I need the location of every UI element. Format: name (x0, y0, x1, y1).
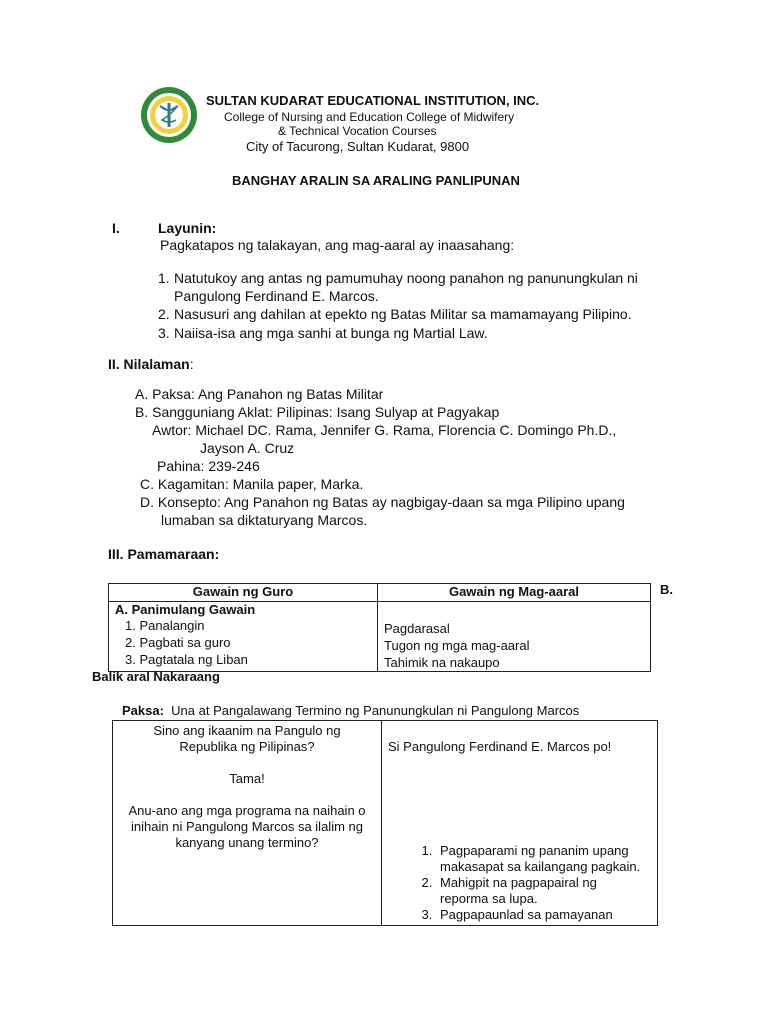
table-header-row (109, 584, 651, 602)
question-1: Sino ang ikaanim na Pangulo ng (153, 723, 341, 738)
step-3: 3. Pagtatala ng Liban (125, 652, 248, 667)
column-header-student: Gawain ng Mag-aaral (378, 584, 651, 602)
side-label-b: B. (660, 582, 673, 597)
content-awtor: Awtor: Michael DC. Rama, Jennifer G. Rama, Florencia C. Domingo Ph.D., (152, 422, 617, 438)
paksa-line (122, 703, 579, 718)
teacher-questions-cell (113, 721, 382, 926)
section-2-heading (108, 356, 194, 372)
feedback-text: Tama! (229, 771, 265, 786)
section-1-number: I. (112, 220, 120, 236)
paksa-label: Paksa: (122, 703, 164, 718)
question-2: Anu-ano ang mga programa na naihain o (128, 803, 366, 818)
objective-1-number: 1. (158, 270, 170, 286)
objective-3-number: 3. (158, 325, 170, 341)
list-item: 2. Mahigpit na pagpapairal ng reporma sa lupa. (436, 875, 651, 907)
content-konsepto: D. Konsepto: Ang Panahon ng Batas ay nagbigay-daan sa mga Pilipino upang (140, 494, 625, 510)
school-seal-logo (140, 86, 198, 144)
question-2-cont-2: kanyang unang termino? (175, 835, 319, 850)
teacher-activities-cell (109, 602, 378, 672)
content-paksa: A. Paksa: Ang Panahon ng Batas Militar (135, 386, 384, 402)
institution-name: SULTAN KUDARAT EDUCATIONAL INSTITUTION, INC. (206, 93, 540, 108)
content-sanggunian: B. Sangguniang Aklat: Pilipinas: Isang Sulyap at Pagyakap (135, 404, 500, 420)
objective-2: Nasusuri ang dahilan at epekto ng Batas Militar sa mamamayang Pilipino. (174, 306, 632, 322)
document-title: BANGHAY ARALIN SA ARALING PANLIPUNAN (232, 173, 520, 188)
response-2: Tugon ng mga mag-aaral (384, 638, 530, 653)
list-item: 1. Pagpaparami ng pananim upang makasapat sa kailangang pagkain. (436, 843, 651, 875)
balik-aral-label: Balik aral Nakaraang (92, 669, 220, 684)
student-answers-cell (382, 721, 658, 926)
table-row (109, 602, 651, 672)
response-3: Tahimik na nakaupo (384, 655, 500, 670)
college-line-2: & Technical Vocation Courses (278, 124, 437, 138)
section-1-title: Layunin: (158, 220, 217, 236)
objective-3: Naiisa-isa ang mga sanhi at bunga ng Martial Law. (174, 325, 488, 341)
content-awtor-cont: Jayson A. Cruz (200, 440, 295, 456)
answer-1: Si Pangulong Ferdinand E. Marcos po! (388, 739, 612, 754)
section-2-colon: : (189, 356, 194, 372)
section-2-title: II. Nilalaman (108, 356, 190, 372)
table-row (113, 721, 658, 926)
content-konsepto-cont: lumaban sa diktaturyang Marcos. (161, 512, 368, 528)
institution-address: City of Tacurong, Sultan Kudarat, 9800 (246, 139, 470, 154)
procedure-table (108, 583, 651, 672)
section-3-title: III. Pamamaraan: (108, 546, 220, 562)
content-kagamitan: C. Kagamitan: Manila paper, Marka. (140, 476, 364, 492)
college-line: College of Nursing and Education College of Midwifery (224, 110, 515, 124)
response-1: Pagdarasal (384, 621, 450, 636)
step-2: 2. Pagbati sa guro (125, 635, 231, 650)
answer-2-list (388, 843, 651, 923)
objective-1-cont: Pangulong Ferdinand E. Marcos. (174, 288, 379, 304)
step-1: 1. Panalangin (125, 618, 205, 633)
review-table (112, 720, 658, 926)
paksa-text: Una at Pangalawang Termino ng Panunungkulan ni Pangulong Marcos (171, 703, 580, 718)
list-item: 3. Pagpapaunlad sa pamayanan (436, 907, 651, 923)
subheading-panimulang-gawain: A. Panimulang Gawain (115, 602, 256, 617)
column-header-teacher: Gawain ng Guro (109, 584, 378, 602)
question-2-cont: inihain ni Pangulong Marcos sa ilalim ng (131, 819, 363, 834)
question-1-cont: Republika ng Pilipinas? (179, 739, 315, 754)
student-activities-cell (378, 602, 651, 672)
objective-1: Natutukoy ang antas ng pamumuhay noong panahon ng panunungkulan ni (174, 270, 638, 286)
objective-2-number: 2. (158, 306, 170, 322)
section-1-intro: Pagkatapos ng talakayan, ang mag-aaral ay inaasahang: (160, 237, 515, 253)
content-pahina: Pahina: 239-246 (157, 458, 260, 474)
